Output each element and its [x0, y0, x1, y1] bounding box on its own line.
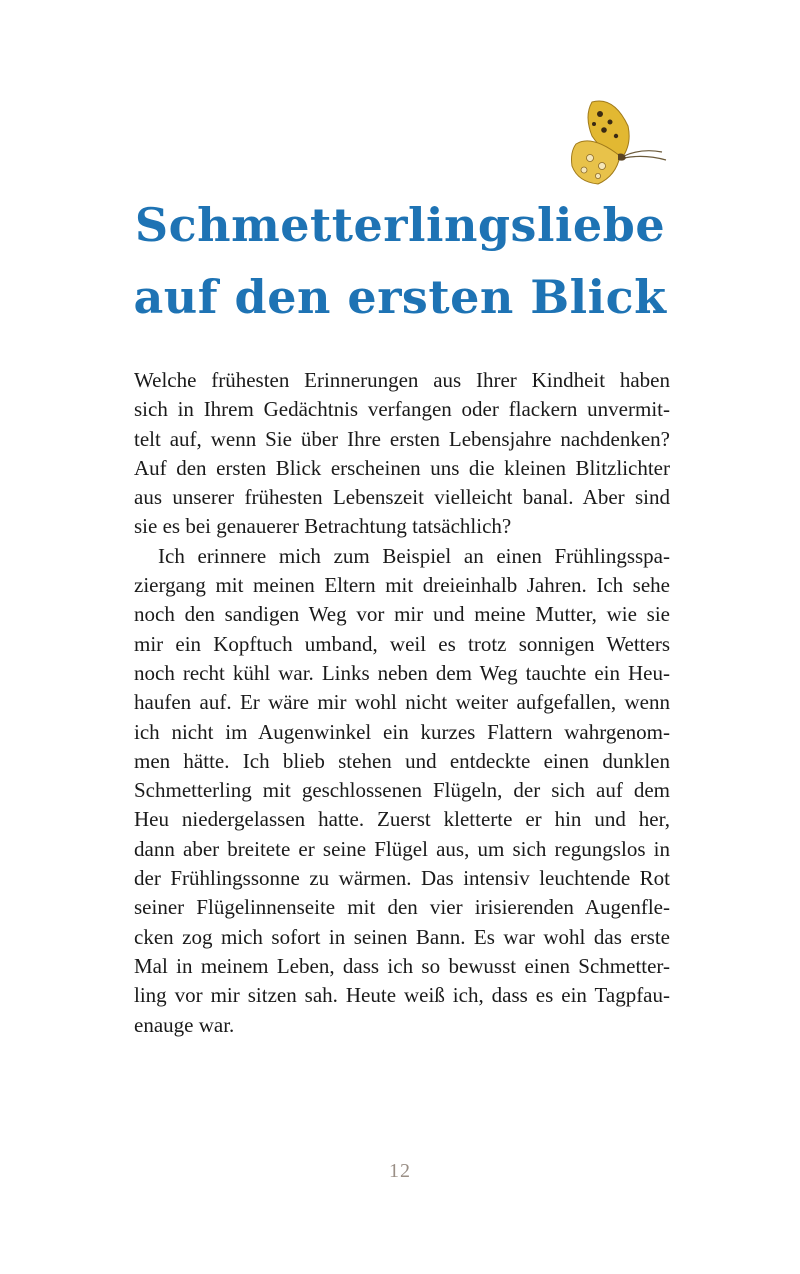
- text-line: Mal in meinem Leben, dass ich so bewusst einen Schmetter-: [134, 953, 670, 978]
- paragraph-1: [134, 366, 670, 542]
- text-line: ziergang mit meinen Eltern mit dreieinhalb Jahren. Ich sehe: [134, 573, 670, 598]
- chapter-title-line-2: auf den ersten Blick: [133, 269, 667, 324]
- text-line: men hätte. Ich blieb stehen und entdeckte einen dunklen: [134, 748, 670, 773]
- page-number: 12: [389, 1160, 411, 1182]
- chapter-title: [0, 189, 800, 333]
- text-line: mir ein Kopftuch umband, weil es trotz sonnigen Wetters: [134, 631, 670, 656]
- text-line: sie es bei genauerer Betrachtung tatsächlich?: [134, 514, 512, 539]
- text-line: Welche frühesten Erinnerungen aus Ihrer Kindheit haben: [134, 368, 670, 392]
- paragraph-2: [134, 542, 670, 1040]
- text-line: noch den sandigen Weg vor mir und meine Mutter, wie sie: [134, 602, 670, 627]
- text-line: haufen auf. Er wäre mir wohl nicht weiter aufgefallen, wenn: [134, 690, 670, 715]
- text-line: cken zog mich sofort in seinen Bann. Es war wohl das erste: [134, 924, 670, 949]
- text-line: aus unserer frühesten Lebenszeit vielleicht banal. Aber sind: [134, 485, 670, 510]
- text-line: der Frühlingssonne zu wärmen. Das intensiv leuchtende Rot: [134, 866, 670, 891]
- text-line: Ich erinnere mich zum Beispiel an einen Frühlingsspa-: [158, 543, 670, 568]
- butterfly-icon: [562, 96, 672, 188]
- text-line: dann aber breitete er seine Flügel aus, um sich regungslos in: [134, 836, 670, 861]
- text-line: Auf den ersten Blick erscheinen uns die kleinen Blitzlichter: [134, 455, 670, 480]
- text-line: Heu niedergelassen hatte. Zuerst kletterte er hin und her,: [134, 807, 670, 832]
- text-line: sich in Ihrem Gedächtnis verfangen oder flackern unvermit-: [134, 397, 670, 422]
- chapter-title-line-1: Schmetterlingsliebe: [134, 197, 666, 252]
- text-line: telt auf, wenn Sie über Ihre ersten Lebensjahre nachdenken?: [134, 426, 670, 451]
- text-line: noch recht kühl war. Links neben dem Weg tauchte ein Heu-: [134, 660, 670, 685]
- text-line: enauge war.: [134, 1012, 235, 1037]
- text-line: ich nicht im Augenwinkel ein kurzes Flattern wahrgenom-: [134, 719, 670, 744]
- text-line: Schmetterling mit geschlossenen Flügeln, der sich auf dem: [134, 778, 670, 803]
- body-text: [134, 366, 670, 1040]
- text-line: ling vor mir sitzen sah. Heute weiß ich, dass es ein Tagpfau-: [134, 983, 670, 1008]
- text-line: seiner Flügelinnenseite mit den vier irisierenden Augenfle-: [134, 895, 670, 920]
